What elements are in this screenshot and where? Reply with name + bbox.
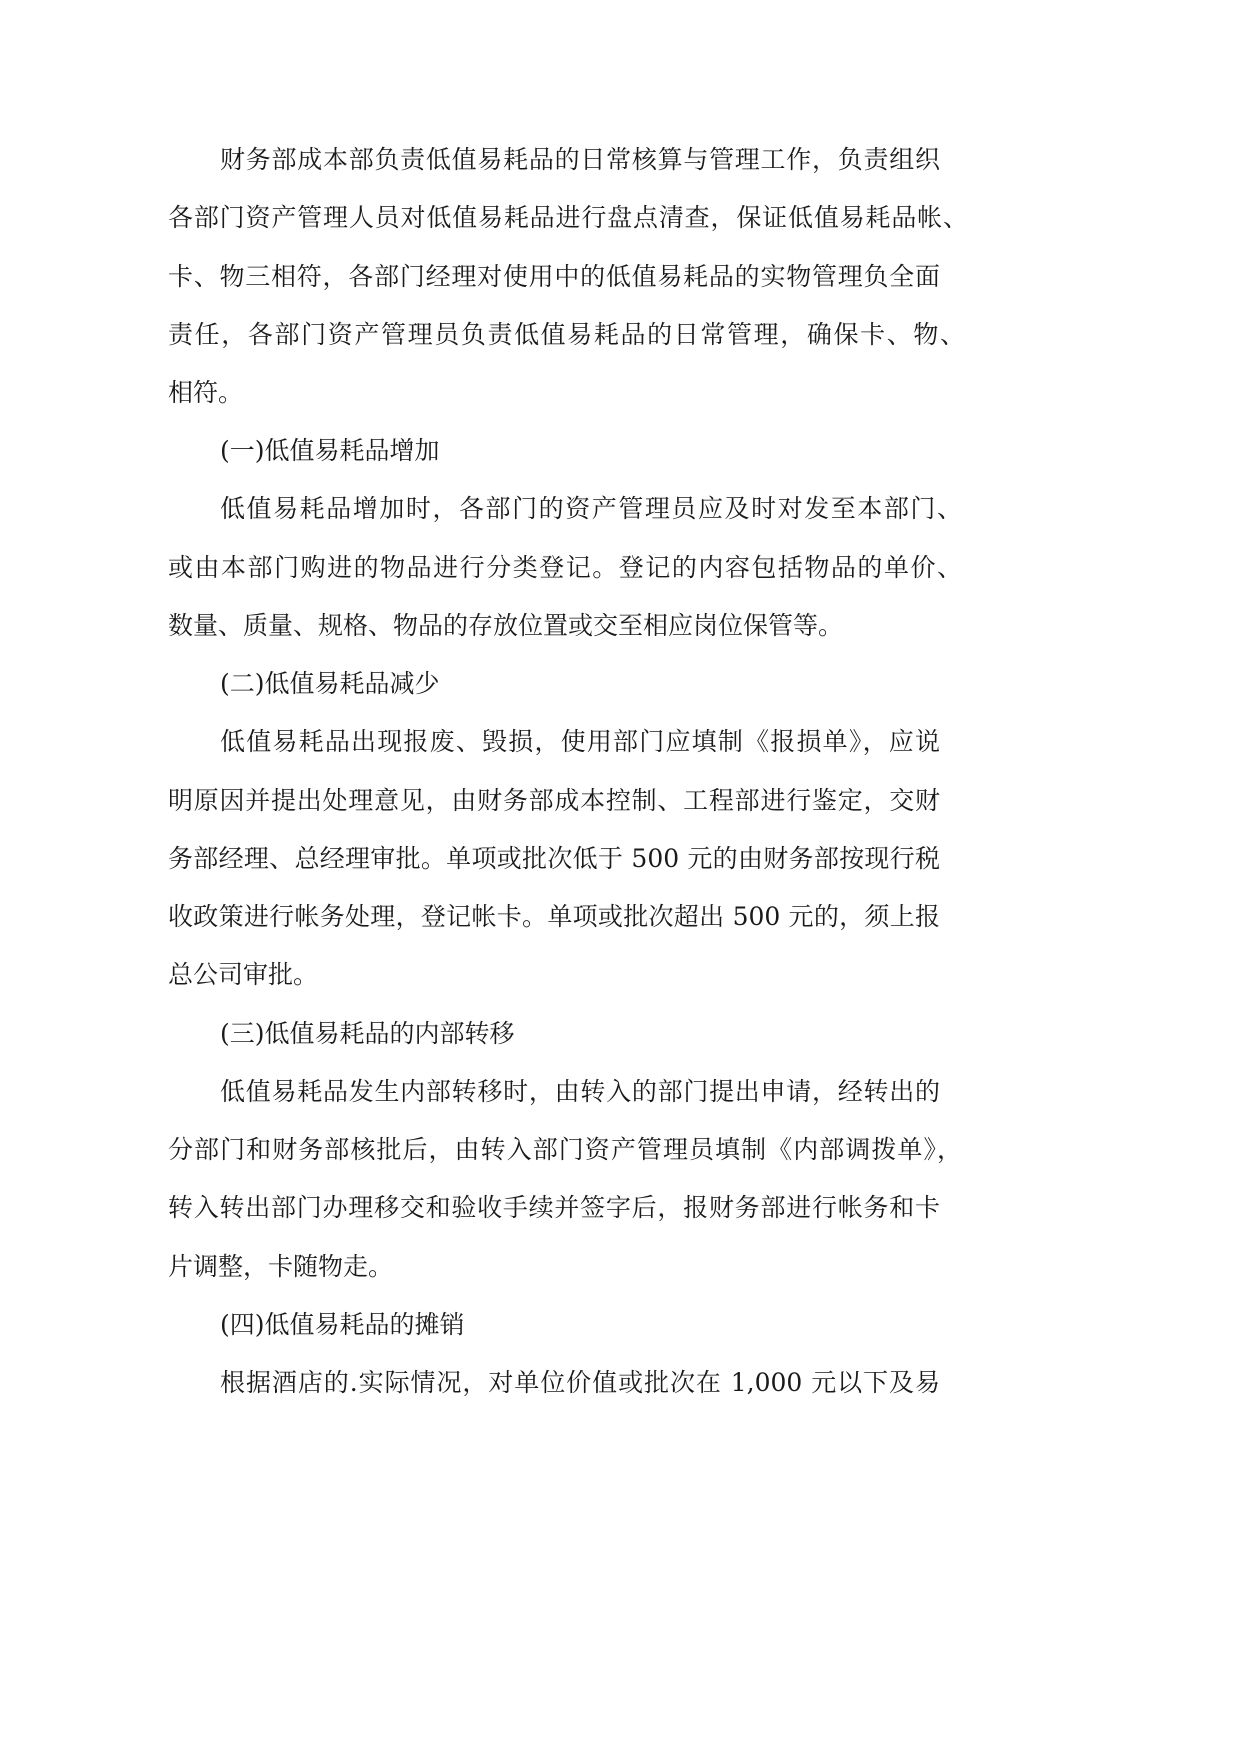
paragraph-line: 责任，各部门资产管理员负责低值易耗品的日常管理，确保卡、物、 — [168, 320, 965, 349]
paragraph-line: 片调整，卡随物走。 — [168, 1252, 394, 1281]
section-heading: (三)低值易耗品的内部转移 — [220, 1019, 515, 1048]
paragraph-line: 数量、质量、规格、物品的存放位置或交至相应岗位保管等。 — [168, 611, 844, 640]
paragraph-line: 低值易耗品增加时，各部门的资产管理员应及时对发至本部门、 — [220, 494, 962, 523]
paragraph-line: 低值易耗品出现报废、毁损，使用部门应填制《报损单》，应说 — [220, 727, 940, 756]
section-heading: (四)低值易耗品的摊销 — [220, 1310, 465, 1339]
paragraph-line: 或由本部门购进的物品进行分类登记。登记的内容包括物品的单价、 — [168, 553, 962, 582]
paragraph-line: 各部门资产管理人员对低值易耗品进行盘点清查，保证低值易耗品帐、 — [168, 203, 968, 232]
paragraph-line: 转入转出部门办理移交和验收手续并签字后，报财务部进行帐务和卡 — [168, 1193, 940, 1222]
paragraph-line: 明原因并提出处理意见，由财务部成本控制、工程部进行鉴定，交财 — [168, 786, 940, 815]
paragraph-line: 务部经理、总经理审批。单项或批次低于 500 元的由财务部按现行税 — [168, 844, 940, 873]
paragraph-line: 根据酒店的.实际情况，对单位价值或批次在 1,000 元以下及易 — [220, 1368, 940, 1397]
paragraph-line: 低值易耗品发生内部转移时，由转入的部门提出申请，经转出的 — [220, 1077, 940, 1106]
paragraph-line: 财务部成本部负责低值易耗品的日常核算与管理工作，负责组织 — [220, 145, 940, 174]
paragraph-line: 收政策进行帐务处理，登记帐卡。单项或批次超出 500 元的，须上报 — [168, 902, 940, 931]
section-heading: (二)低值易耗品减少 — [220, 669, 440, 698]
section-heading: (一)低值易耗品增加 — [220, 436, 440, 465]
paragraph-line: 总公司审批。 — [168, 960, 319, 989]
paragraph-line: 卡、物三相符，各部门经理对使用中的低值易耗品的实物管理负全面 — [168, 262, 940, 291]
paragraph-line: 相符。 — [168, 378, 244, 407]
paragraph-line: 分部门和财务部核批后，由转入部门资产管理员填制《内部调拨单》， — [168, 1135, 962, 1164]
